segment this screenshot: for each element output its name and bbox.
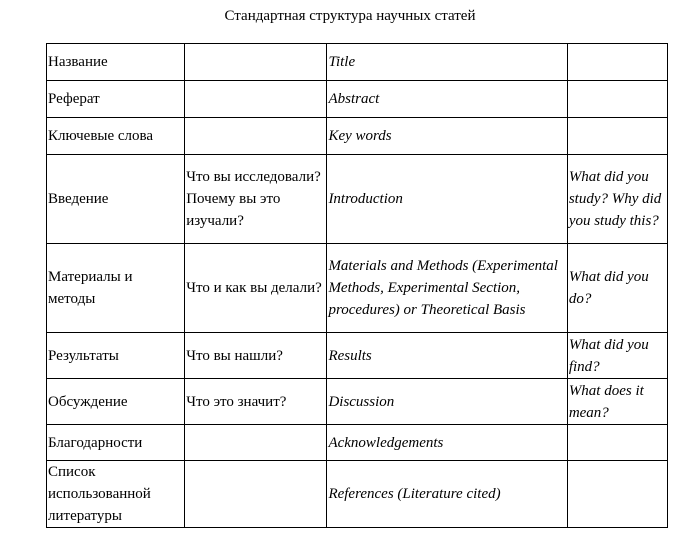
table-row (47, 244, 668, 333)
table-row (47, 81, 668, 118)
ru-section-cell: Результаты (47, 333, 185, 379)
ru-question-cell (185, 425, 327, 461)
en-section-cell: Materials and Methods (Experimental Methods, Experimental Section, procedures) or Theoretical Basis (327, 244, 567, 333)
table-row (47, 155, 668, 244)
en-question-cell (567, 425, 667, 461)
ru-question-cell (185, 44, 327, 81)
ru-section-cell: Обсуждение (47, 379, 185, 425)
table-row (47, 333, 668, 379)
ru-section-cell: Реферат (47, 81, 185, 118)
en-question-cell: What did you find? (567, 333, 667, 379)
en-section-cell: Key words (327, 118, 567, 155)
article-structure-table (46, 43, 668, 528)
en-section-cell: Title (327, 44, 567, 81)
en-question-cell (567, 44, 667, 81)
ru-question-cell (185, 118, 327, 155)
en-question-cell: What did you do? (567, 244, 667, 333)
ru-section-cell: Материалы и методы (47, 244, 185, 333)
table-row (47, 379, 668, 425)
document-title: Стандартная структура научных статей (224, 8, 476, 24)
en-section-cell: Discussion (327, 379, 567, 425)
en-question-cell: What did you study? Why did you study this? (567, 155, 667, 244)
en-section-cell: Acknowledgements (327, 425, 567, 461)
ru-section-cell: Список использованной литературы (47, 461, 185, 528)
ru-question-cell (185, 461, 327, 528)
ru-question-cell: Что и как вы делали? (185, 244, 327, 333)
ru-section-cell: Благодарности (47, 425, 185, 461)
ru-section-cell: Ключевые слова (47, 118, 185, 155)
ru-question-cell: Что вы нашли? (185, 333, 327, 379)
ru-section-cell: Введение (47, 155, 185, 244)
table-row (47, 461, 668, 528)
ru-section-cell: Название (47, 44, 185, 81)
en-question-cell (567, 118, 667, 155)
ru-question-cell: Что вы исследовали? Почему вы это изучали? (185, 155, 327, 244)
ru-question-cell: Что это значит? (185, 379, 327, 425)
en-question-cell: What does it mean? (567, 379, 667, 425)
table-row (47, 44, 668, 81)
en-section-cell: References (Literature cited) (327, 461, 567, 528)
en-section-cell: Abstract (327, 81, 567, 118)
en-section-cell: Introduction (327, 155, 567, 244)
en-question-cell (567, 81, 667, 118)
en-section-cell: Results (327, 333, 567, 379)
ru-question-cell (185, 81, 327, 118)
table-row (47, 118, 668, 155)
table-row (47, 425, 668, 461)
en-question-cell (567, 461, 667, 528)
